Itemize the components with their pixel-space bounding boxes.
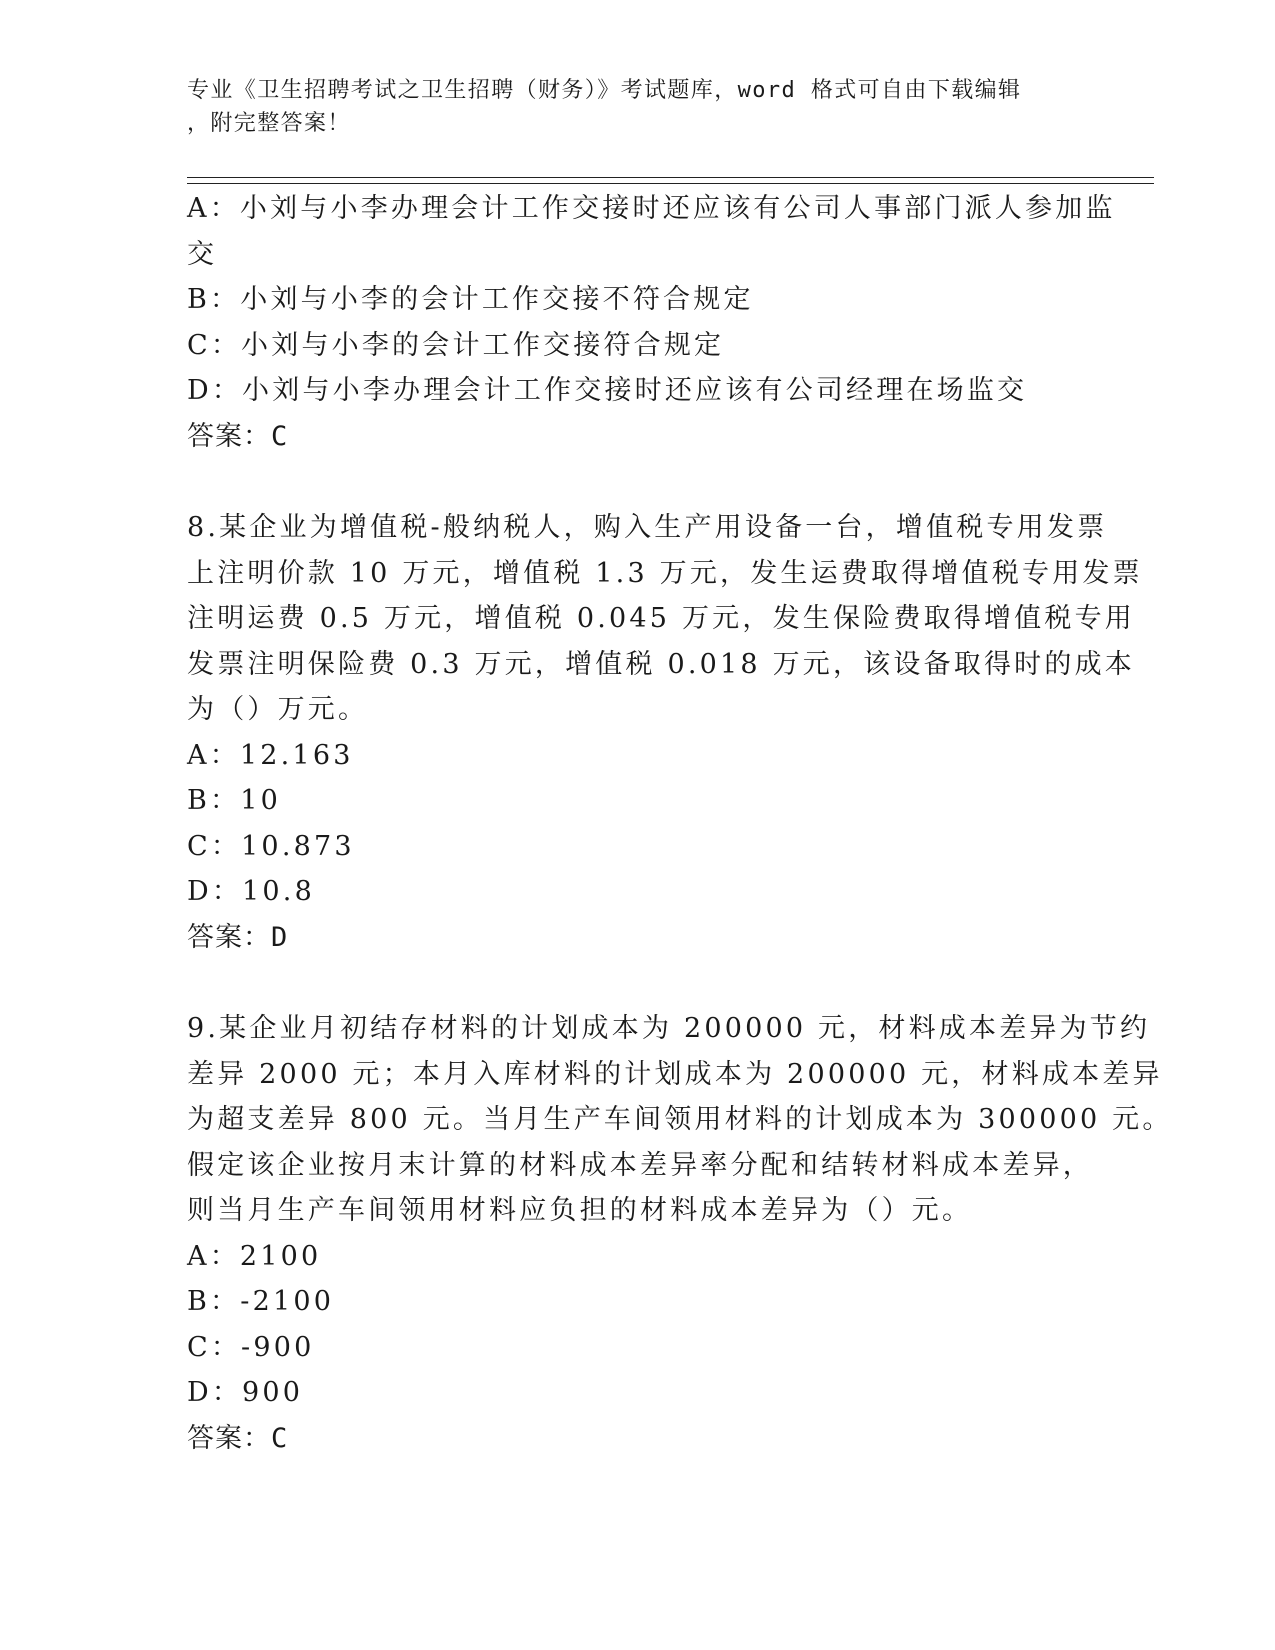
header-divider-bottom — [187, 183, 1154, 184]
spacer — [187, 459, 1087, 505]
option-a-line-1: A：小刘与小李办理会计工作交接时还应该有公司人事部门派人参加监 — [187, 193, 1116, 224]
option-a: A：12.163 — [187, 739, 354, 771]
question-9 — [187, 1006, 1173, 1461]
question-stem-line: 差异 2000 元；本月入库材料的计划成本为 200000 元，材料成本差异 — [187, 1058, 1163, 1090]
option-b: B：小刘与小李的会计工作交接不符合规定 — [187, 284, 754, 315]
question-stem-line: 为（）万元。 — [187, 694, 369, 725]
answer: 答案：C — [187, 420, 289, 452]
option-b: B：-2100 — [187, 1286, 335, 1317]
header-divider-top — [187, 177, 1154, 178]
answer: 答案：C — [187, 1422, 289, 1454]
option-a-line-2: 交 — [187, 238, 218, 270]
question-stem-line: 假定该企业按月末计算的材料成本差异率分配和结转材料成本差异， — [187, 1149, 1093, 1181]
option-b: B：10 — [187, 785, 281, 816]
question-7 — [187, 186, 1116, 459]
document-header — [187, 74, 1077, 140]
option-d: D：900 — [187, 1377, 304, 1408]
question-stem-line: 发票注明保险费 0.3 万元，增值税 0.018 万元，该设备取得时的成本 — [187, 648, 1135, 680]
option-d: D：小刘与小李办理会计工作交接时还应该有公司经理在场监交 — [187, 375, 1028, 406]
question-8 — [187, 505, 1143, 960]
question-content — [187, 186, 1173, 1461]
option-c: C：小刘与小李的会计工作交接符合规定 — [187, 329, 725, 361]
option-c: C：10.873 — [187, 830, 355, 862]
spacer — [187, 960, 1087, 1006]
option-a: A：2100 — [187, 1240, 322, 1272]
answer: 答案：D — [187, 921, 289, 953]
header-line-1: 专业《卫生招聘考试之卫生招聘（财务）》考试题库，word 格式可自由下载编辑 — [187, 78, 1022, 103]
question-stem-line: 9.某企业月初结存材料的计划成本为 200000 元，材料成本差异为节约 — [187, 1013, 1151, 1044]
option-d: D：10.8 — [187, 876, 315, 907]
question-stem-line: 8.某企业为增值税-般纳税人，购入生产用设备一台，增值税专用发票 — [187, 512, 1108, 543]
question-stem-line: 则当月生产车间领用材料应负担的材料成本差异为（）元。 — [187, 1195, 973, 1226]
question-stem-line: 为超支差异 800 元。当月生产车间领用材料的计划成本为 300000 元。 — [187, 1104, 1173, 1135]
option-c: C：-900 — [187, 1331, 315, 1363]
question-stem-line: 上注明价款 10 万元，增值税 1.3 万元，发生运费取得增值税专用发票 — [187, 557, 1143, 589]
header-line-2: ，附完整答案！ — [187, 111, 351, 136]
question-stem-line: 注明运费 0.5 万元，增值税 0.045 万元，发生保险费取得增值税专用 — [187, 603, 1135, 634]
